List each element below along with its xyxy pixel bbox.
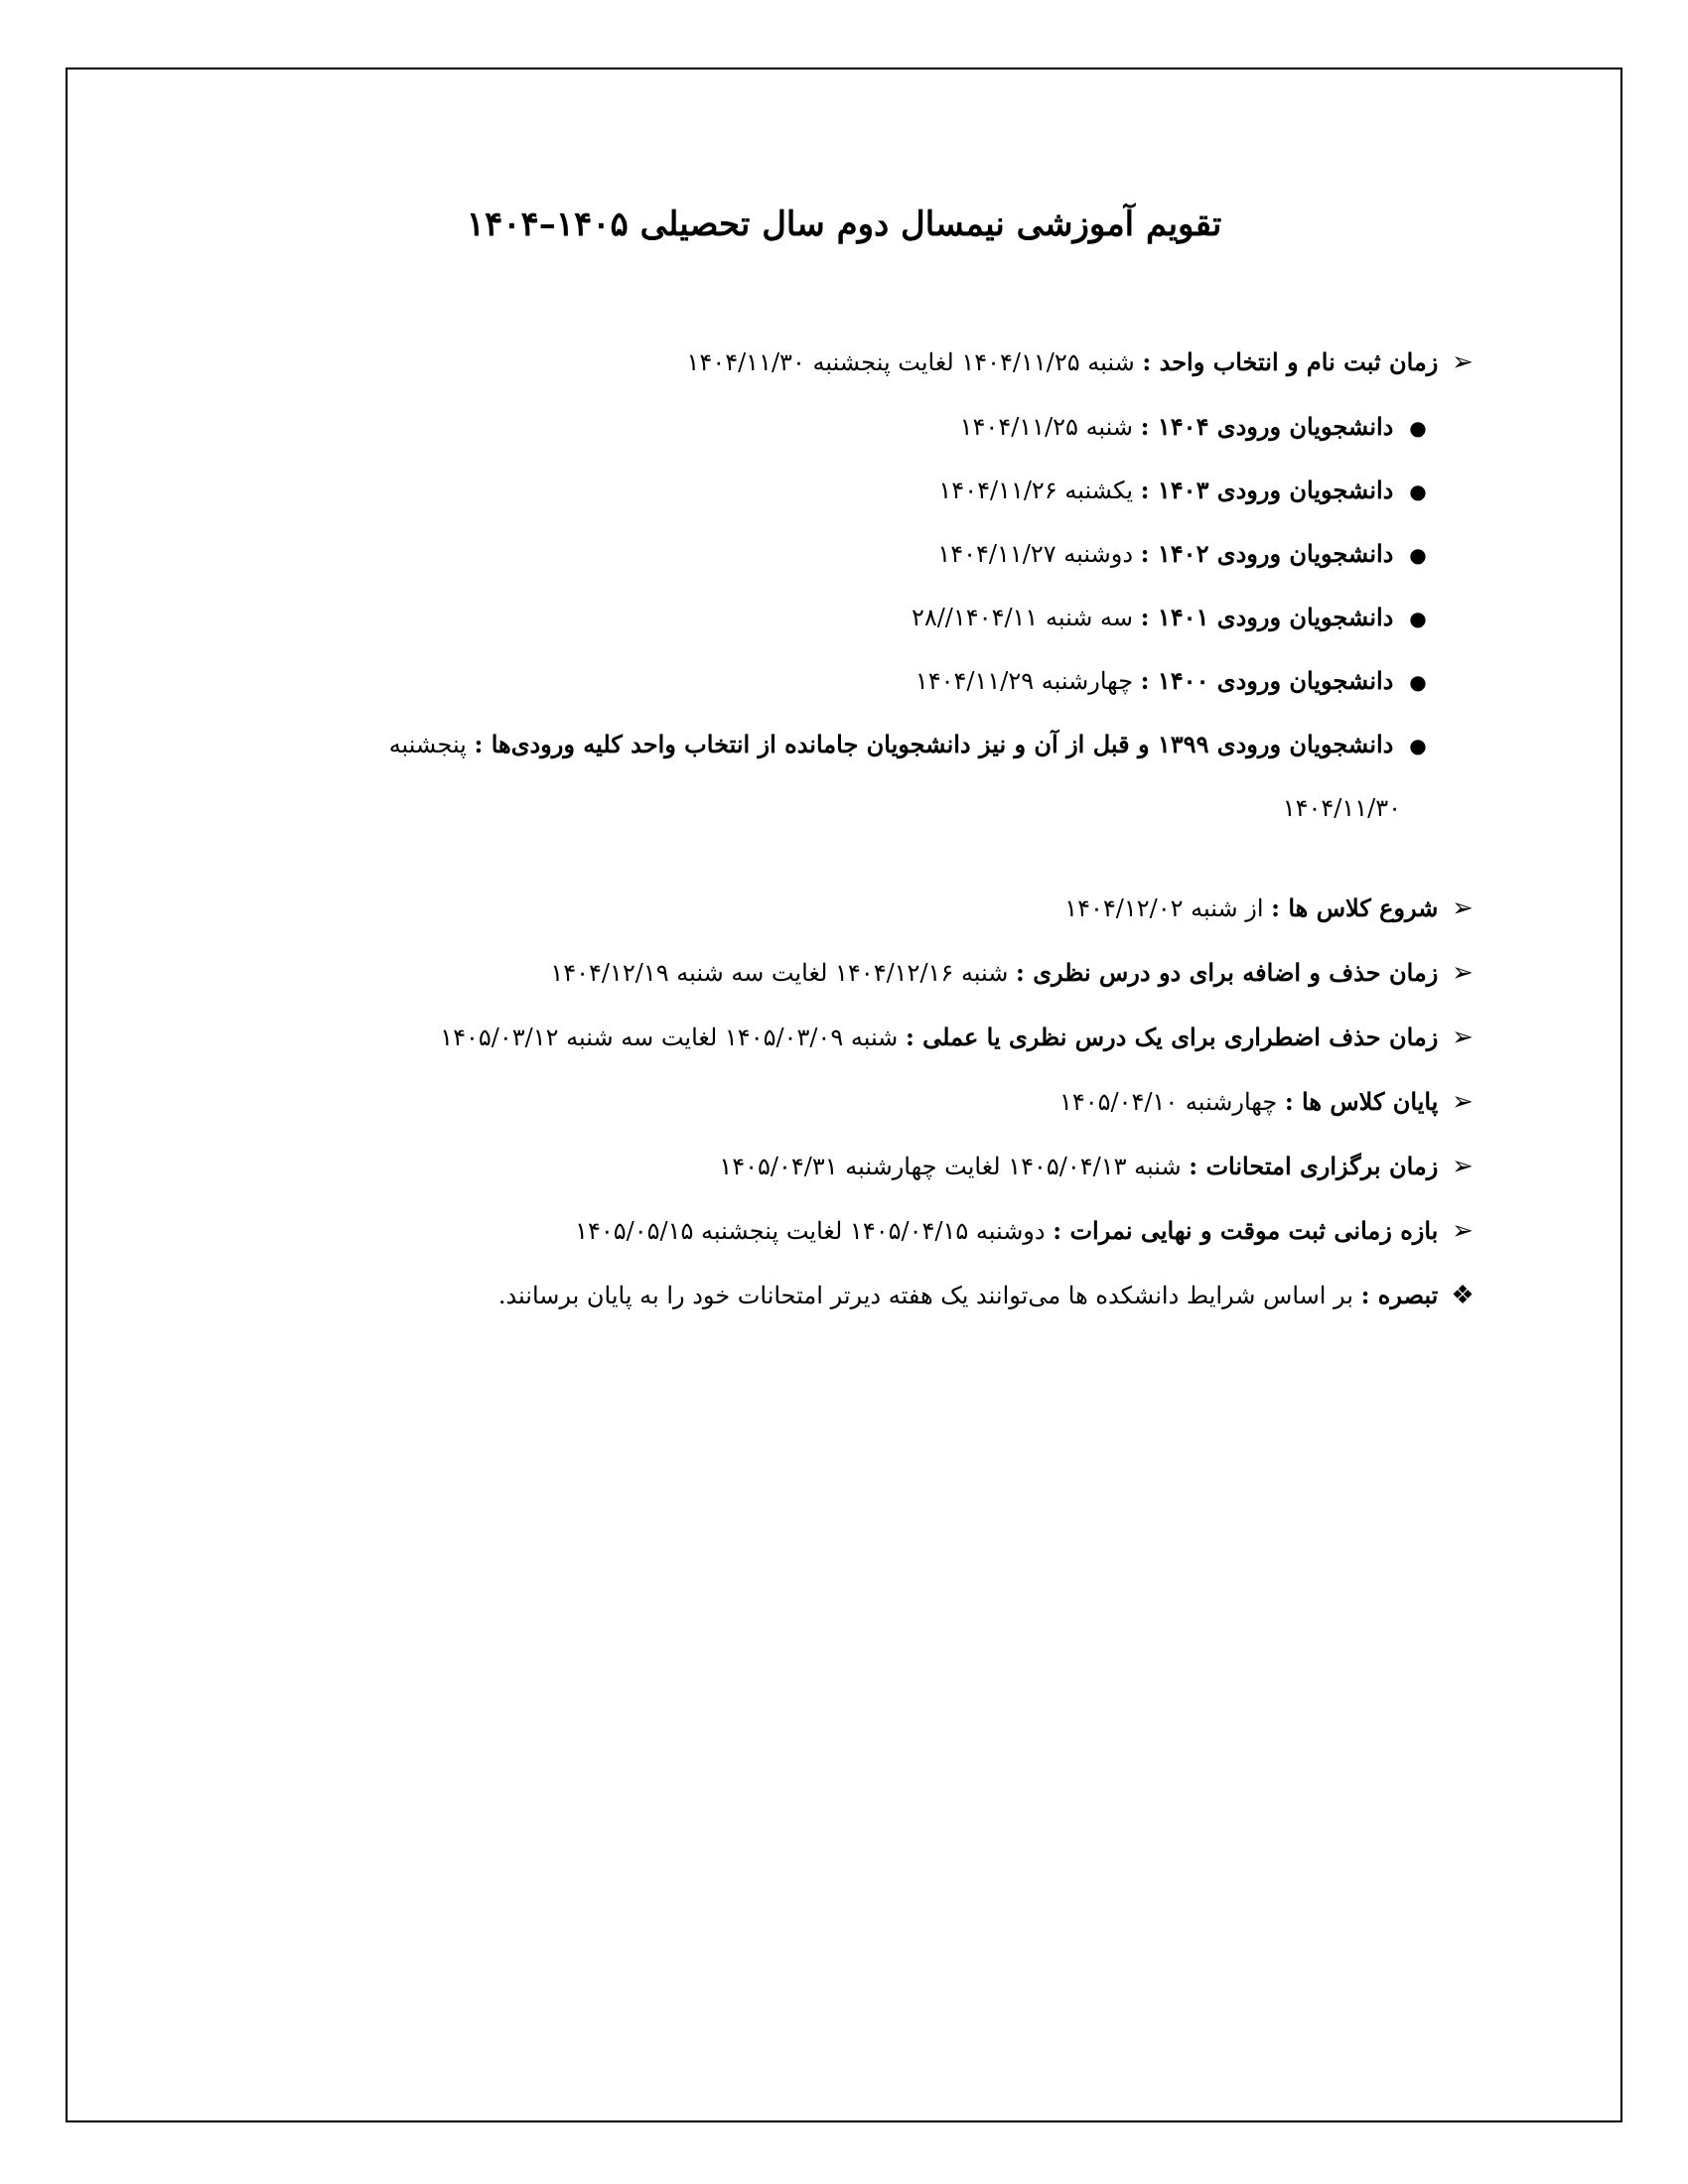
- item-value: شنبه ۱۴۰۴/۱۲/۱۶ لغایت سه شنبه ۱۴۰۴/۱۲/۱۹: [550, 959, 1009, 987]
- item-label: پایان کلاس ها :: [1284, 1087, 1439, 1116]
- list-item: [550, 958, 1479, 988]
- arrow-bullet-icon: ➢: [1452, 893, 1474, 923]
- item-label: بازه زمانی ثبت موقت و نهایی نمرات :: [1053, 1216, 1439, 1245]
- entry-value: چهارشنبه ۱۴۰۴/۱۱/۲۹: [914, 667, 1134, 695]
- item-value: شنبه ۱۴۰۵/۰۴/۱۳ لغایت چهارشنبه ۱۴۰۵/۰۴/۳۱: [719, 1153, 1182, 1180]
- list-item: [719, 1152, 1479, 1181]
- item-value: شنبه ۱۴۰۵/۰۳/۰۹ لغایت سه شنبه ۱۴۰۵/۰۳/۱۲: [440, 1024, 899, 1051]
- bullet-icon: ●: [1409, 416, 1427, 440]
- entry-value: پنجشنبه: [388, 731, 467, 758]
- list-item: [440, 1023, 1479, 1052]
- item-label: زمان حذف و اضافه برای دو درس نظری :: [1016, 958, 1439, 987]
- arrow-bullet-icon: ➢: [1452, 1087, 1474, 1117]
- arrow-bullet-icon: ➢: [1452, 1023, 1474, 1052]
- registration-value: شنبه ۱۴۰۴/۱۱/۲۵ لغایت پنجشنبه ۱۴۰۴/۱۱/۳۰: [686, 348, 1135, 376]
- entry-label: دانشجویان ورودی ۱۴۰۳ :: [1140, 476, 1394, 504]
- list-item: [938, 476, 1435, 504]
- item-value: دوشنبه ۱۴۰۵/۰۴/۱۵ لغایت پنجشنبه ۱۴۰۵/۰۵/۱۵: [575, 1217, 1046, 1245]
- arrow-bullet-icon: ➢: [1452, 1216, 1474, 1246]
- entry-value: یکشنبه ۱۴۰۴/۱۱/۲۶: [938, 477, 1134, 504]
- entry-value-continued: ۱۴۰۴/۱۱/۳۰: [1282, 794, 1401, 822]
- item-value: از شنبه ۱۴۰۴/۱۲/۰۲: [1064, 894, 1264, 922]
- entry-label: دانشجویان ورودی ۱۴۰۲ :: [1140, 539, 1394, 568]
- list-item: [937, 539, 1435, 568]
- bullet-icon: ●: [1409, 734, 1427, 757]
- entry-label: دانشجویان ورودی ۱۴۰۰ :: [1140, 666, 1394, 695]
- list-item: [1059, 1087, 1479, 1117]
- list-item: [912, 603, 1435, 631]
- entry-label: دانشجویان ورودی ۱۴۰۴ :: [1140, 412, 1394, 441]
- note-line: [498, 1281, 1479, 1310]
- entry-continuation: [1283, 794, 1401, 822]
- page-title: تقویم آموزشی نیمسال دوم سال تحصیلی ۱۴۰۵–۱۴۰۴: [466, 205, 1222, 244]
- entry-label: دانشجویان ورودی ۱۴۰۱ :: [1140, 603, 1394, 631]
- entry-value: شنبه ۱۴۰۴/۱۱/۲۵: [959, 413, 1134, 441]
- diamond-bullet-icon: ❖: [1451, 1281, 1475, 1310]
- item-label: زمان برگزاری امتحانات :: [1189, 1152, 1439, 1180]
- note-label: تبصره :: [1360, 1281, 1439, 1309]
- bullet-icon: ●: [1409, 543, 1427, 567]
- registration-line: [687, 347, 1479, 377]
- entry-label: دانشجویان ورودی ۱۳۹۹ و قبل از آن و نیز دانشجویان جامانده از انتخاب واحد کلیه ورودی‌ها :: [474, 730, 1394, 758]
- list-item: [389, 730, 1435, 758]
- arrow-bullet-icon: ➢: [1452, 1152, 1474, 1181]
- list-item: [1064, 893, 1479, 923]
- item-label: زمان حذف اضطراری برای یک درس نظری یا عملی :: [905, 1023, 1439, 1051]
- registration-label: زمان ثبت نام و انتخاب واحد :: [1142, 347, 1439, 376]
- entry-value: سه شنبه ۱۴۰۴/۱۱//۲۸: [911, 604, 1134, 631]
- bullet-icon: ●: [1409, 670, 1427, 694]
- note-value: بر اساس شرایط دانشکده ها می‌توانند یک هفته دیرتر امتحانات خود را به پایان برسانند.: [497, 1282, 1353, 1309]
- entry-value: دوشنبه ۱۴۰۴/۱۱/۲۷: [937, 540, 1134, 568]
- list-item: [915, 666, 1435, 695]
- item-label: شروع کلاس ها :: [1271, 893, 1439, 922]
- arrow-bullet-icon: ➢: [1452, 347, 1474, 377]
- list-item: [575, 1216, 1479, 1246]
- item-value: چهارشنبه ۱۴۰۵/۰۴/۱۰: [1058, 1088, 1278, 1116]
- bullet-icon: ●: [1409, 607, 1427, 630]
- bullet-icon: ●: [1409, 479, 1427, 503]
- list-item: [960, 412, 1435, 441]
- arrow-bullet-icon: ➢: [1452, 958, 1474, 988]
